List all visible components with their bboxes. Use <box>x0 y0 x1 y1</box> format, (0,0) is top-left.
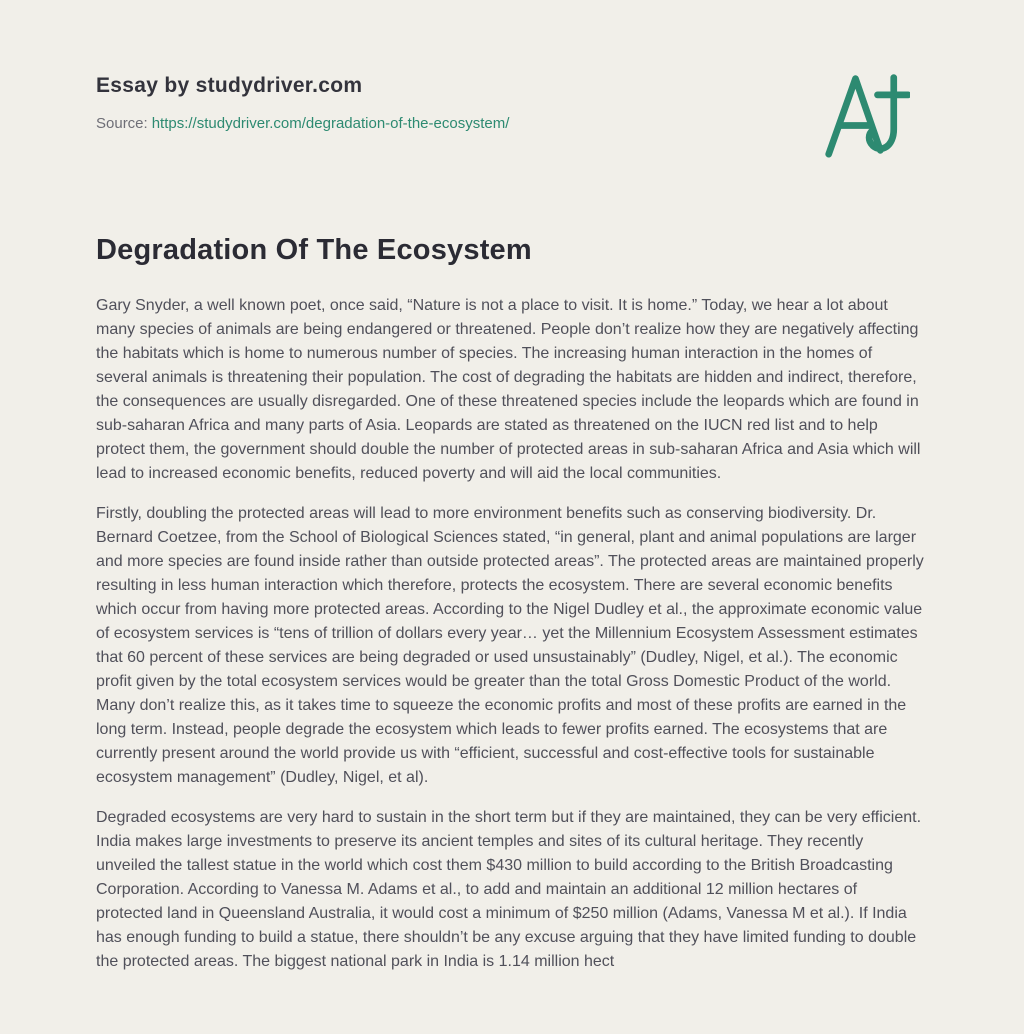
essay-paragraph-1: Gary Snyder, a well known poet, once said, “Nature is not a place to visit. It is home.” Today, we hear a lot about many species of animals are being endangered or threatened. People don’t realize how they are negatively affecting the habitats which is home to numerous number of species. The increasing human interaction in the homes of several animals is threatening their population. The cost of degrading the habitats are hidden and indirect, therefore, the consequences are usually disregarded. One of these threatened species include the leopards which are found in sub-saharan Africa and many parts of Asia. Leopards are stated as threatened on the IUCN red list and to help protect them, the government should double the number of protected areas in sub-saharan Africa and Asia which will lead to increased economic benefits, reduced poverty and will aid the local communities. <box>96 297 921 482</box>
essay-paragraph-3: Degraded ecosystems are very hard to sustain in the short term but if they are maintained, they can be very efficient. India makes large investments to preserve its ancient temples and sites of its cultural heritage. They recently unveiled the tallest statue in the world which cost them $430 million to build according to the British Broadcasting Corporation. According to Vanessa M. Adams et al., to add and maintain an additional 12 million hectares of protected land in Queensland Australia, it would cost a minimum of $250 million (Adams, Vanessa M et al.). If India has enough funding to build a statue, there shouldn’t be any excuse arguing that they have limited funding to double the protected areas. The biggest national park in India is 1.14 million hect <box>96 809 922 970</box>
studydriver-logo <box>822 68 910 160</box>
source-line <box>96 115 924 132</box>
essay-content <box>96 234 924 974</box>
source-label: Source: <box>96 115 148 132</box>
studydriver-logo-icon <box>822 68 910 160</box>
essay-paragraph-2: Firstly, doubling the protected areas will lead to more environment benefits such as conserving biodiversity. Dr. Bernard Coetzee, from the School of Biological Sciences stated, “in general, plant and animal populations are larger and more species are found inside rather than outside protected areas”. The protected areas are maintained properly resulting in less human interaction which therefore, protects the ecosystem. There are several economic benefits which occur from having more protected areas. According to the Nigel Dudley et al., the approximate economic value of ecosystem services is “tens of trillion of dollars every year… yet the Millennium Ecosystem Assessment estimates that 60 percent of these services are being degraded or used unsustainably” (Dudley, Nigel, et al.). The economic profit given by the total ecosystem services would be greater than the total Gross Domestic Product of the world. Many don’t realize this, as it takes time to squeeze the economic profits and most of these profits are earned in the long term. Instead, people degrade the ecosystem which leads to fewer profits earned. The ecosystems that are currently present around the world provide us with “efficient, successful and cost-effective tools for sustainable ecosystem management” (Dudley, Nigel, et al). <box>96 505 924 786</box>
byline: Essay by studydriver.com <box>96 74 363 97</box>
page-header <box>96 74 924 132</box>
essay-title: Degradation Of The Ecosystem <box>96 234 532 266</box>
source-url-link[interactable]: https://studydriver.com/degradation-of-the-ecosystem/ <box>151 115 510 132</box>
